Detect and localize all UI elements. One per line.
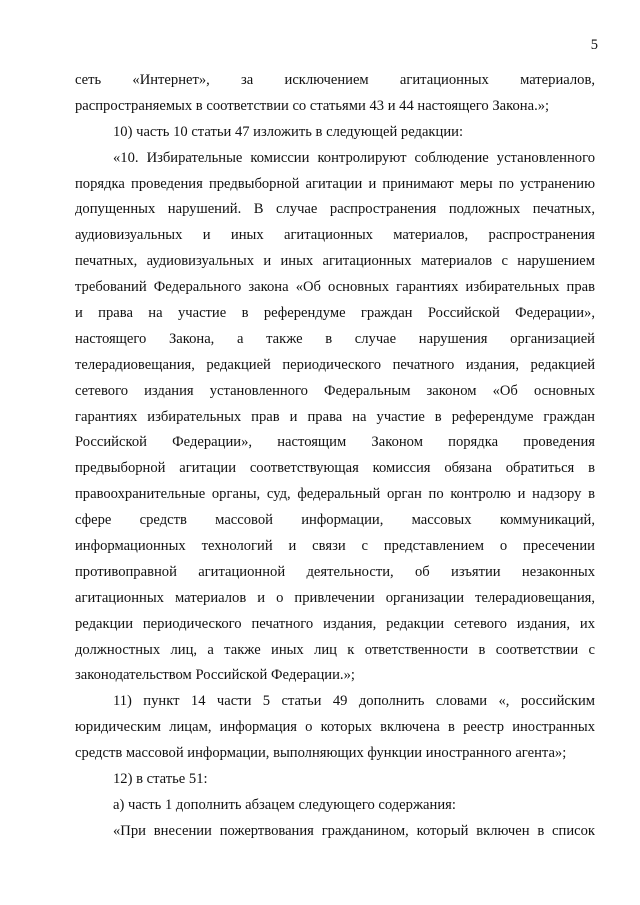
text-line: противоправной агитационной деятельности, об изъятии незаконных <box>75 563 595 580</box>
text-line: сеть «Интернет», за исключением агитационных материалов, <box>75 72 595 88</box>
text-line: распространяемых в соответствии со статьями 43 и 44 настоящего Закона.»; <box>75 97 550 114</box>
text-line: телерадиовещания, редакцией периодического печатного издания, редакцией <box>75 356 595 373</box>
text-line: аудиовизуальных и иных агитационных материалов, распространения <box>75 227 595 244</box>
text-line: юридическим лицам, информация о которых включена в реестр иностранных <box>75 719 595 736</box>
text-line: информационных технологий и связи с представлением о пресечении <box>75 538 595 555</box>
text-line: законодательством Российской Федерации.»; <box>75 667 355 684</box>
text-line: требований Федерального закона «Об основных гарантиях избирательных прав <box>75 279 595 296</box>
text-line: гарантиях избирательных прав и права на участие в референдуме граждан <box>75 408 595 425</box>
text-line: сфере средств массовой информации, массовых коммуникаций, <box>75 512 595 529</box>
text-line: должностных лиц, а также иных лиц к ответственности в соответствии с <box>75 641 595 658</box>
text-line: настоящего Закона, а также в случае нарушения организацией <box>75 330 595 347</box>
text-line: сетевого издания установленного Федеральным законом «Об основных <box>75 382 595 399</box>
document-body <box>75 68 595 845</box>
text-line: Российской Федерации», настоящим Законом порядка проведения <box>75 434 595 451</box>
page-number: 5 <box>590 37 598 53</box>
text-line: средств массовой информации, выполняющих функции иностранного агента»; <box>75 745 567 762</box>
text-line: предвыборной агитации соответствующая комиссия обязана обратиться в <box>75 460 595 477</box>
text-line: а) часть 1 дополнить абзацем следующего содержания: <box>113 796 456 813</box>
text-line: печатных, аудиовизуальных и иных агитационных материалов с нарушением <box>75 253 595 270</box>
text-line: порядка проведения предвыборной агитации и принимают меры по устранению <box>75 175 595 192</box>
text-line: 10) часть 10 статьи 47 изложить в следующей редакции: <box>113 123 463 140</box>
text-line: «10. Избирательные комиссии контролируют соблюдение установленного <box>113 149 595 166</box>
text-line: правоохранительные органы, суд, федеральный орган по контролю и надзору в <box>75 486 595 503</box>
text-line: 12) в статье 51: <box>113 771 208 788</box>
text-line: 11) пункт 14 части 5 статьи 49 дополнить словами «, российским <box>113 693 595 710</box>
text-line: допущенных нарушений. В случае распространения подложных печатных, <box>75 201 595 218</box>
text-line: «При внесении пожертвования гражданином, который включен в список <box>113 822 595 839</box>
text-line: и права на участие в референдуме граждан Российской Федерации», <box>75 305 595 322</box>
text-line: агитационных материалов и о привлечении организации телерадиовещания, <box>75 589 595 606</box>
text-line: редакции периодического печатного издания, редакции сетевого издания, их <box>75 615 595 632</box>
